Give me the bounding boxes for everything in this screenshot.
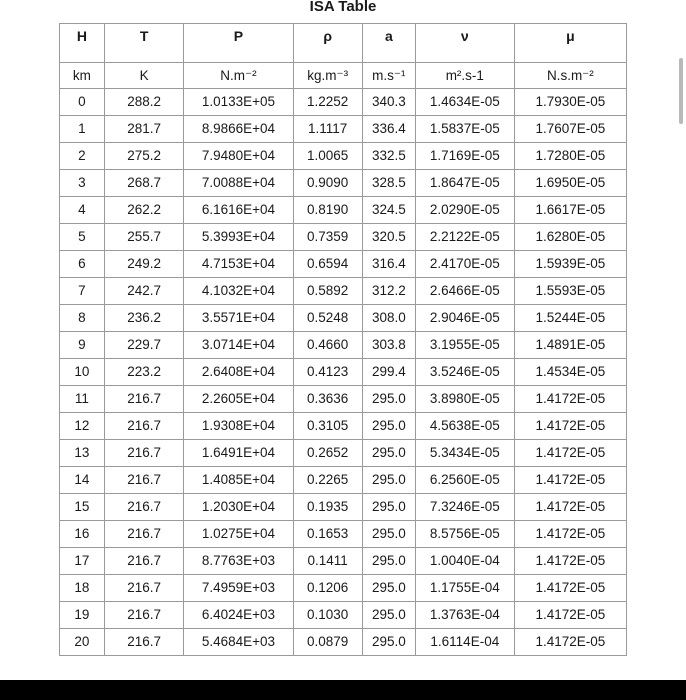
cell-temperature: 216.7	[104, 386, 184, 413]
cell-density: 0.0879	[293, 629, 362, 656]
header-row	[60, 24, 627, 63]
cell-speed-of-sound: 295.0	[362, 602, 415, 629]
cell-density: 0.8190	[293, 197, 362, 224]
cell-speed-of-sound: 295.0	[362, 386, 415, 413]
cell-pressure: 8.9866E+04	[184, 116, 293, 143]
table-row	[60, 143, 627, 170]
cell-temperature: 216.7	[104, 548, 184, 575]
cell-temperature: 216.7	[104, 467, 184, 494]
table-row	[60, 332, 627, 359]
cell-altitude: 4	[60, 197, 105, 224]
cell-temperature: 229.7	[104, 332, 184, 359]
cell-kinematic-viscosity: 1.8647E-05	[415, 170, 514, 197]
cell-temperature: 216.7	[104, 440, 184, 467]
scrollbar-thumb[interactable]	[679, 58, 683, 124]
cell-density: 0.9090	[293, 170, 362, 197]
cell-pressure: 2.2605E+04	[184, 386, 293, 413]
cell-dynamic-viscosity: 1.6280E-05	[514, 224, 626, 251]
table-row	[60, 278, 627, 305]
cell-dynamic-viscosity: 1.7930E-05	[514, 89, 626, 116]
page-title: ISA Table	[309, 0, 377, 15]
cell-pressure: 1.4085E+04	[184, 467, 293, 494]
cell-altitude: 18	[60, 575, 105, 602]
cell-density: 0.2265	[293, 467, 362, 494]
cell-altitude: 14	[60, 467, 105, 494]
header-cell-dynamic-viscosity: μ	[514, 24, 626, 63]
cell-dynamic-viscosity: 1.5244E-05	[514, 305, 626, 332]
cell-temperature: 216.7	[104, 602, 184, 629]
cell-dynamic-viscosity: 1.4172E-05	[514, 629, 626, 656]
cell-speed-of-sound: 295.0	[362, 575, 415, 602]
isa-table	[59, 23, 627, 656]
cell-temperature: 242.7	[104, 278, 184, 305]
cell-density: 0.4123	[293, 359, 362, 386]
cell-altitude: 2	[60, 143, 105, 170]
table-row	[60, 521, 627, 548]
table-row	[60, 89, 627, 116]
unit-cell-dynamic-viscosity: N.s.m⁻²	[514, 63, 626, 89]
cell-dynamic-viscosity: 1.4891E-05	[514, 332, 626, 359]
cell-dynamic-viscosity: 1.5593E-05	[514, 278, 626, 305]
cell-pressure: 5.3993E+04	[184, 224, 293, 251]
cell-speed-of-sound: 299.4	[362, 359, 415, 386]
table-row	[60, 170, 627, 197]
cell-kinematic-viscosity: 1.7169E-05	[415, 143, 514, 170]
cell-altitude: 20	[60, 629, 105, 656]
cell-kinematic-viscosity: 6.2560E-05	[415, 467, 514, 494]
table-row	[60, 305, 627, 332]
unit-cell-speed-of-sound: m.s⁻¹	[362, 63, 415, 89]
cell-dynamic-viscosity: 1.4172E-05	[514, 575, 626, 602]
cell-kinematic-viscosity: 1.1755E-04	[415, 575, 514, 602]
cell-density: 0.1653	[293, 521, 362, 548]
cell-dynamic-viscosity: 1.6617E-05	[514, 197, 626, 224]
cell-speed-of-sound: 295.0	[362, 494, 415, 521]
cell-kinematic-viscosity: 3.8980E-05	[415, 386, 514, 413]
cell-density: 0.1935	[293, 494, 362, 521]
cell-altitude: 9	[60, 332, 105, 359]
unit-cell-temperature: K	[104, 63, 184, 89]
cell-density: 0.5892	[293, 278, 362, 305]
cell-pressure: 6.4024E+03	[184, 602, 293, 629]
cell-temperature: 249.2	[104, 251, 184, 278]
cell-temperature: 216.7	[104, 575, 184, 602]
cell-speed-of-sound: 295.0	[362, 521, 415, 548]
cell-density: 0.6594	[293, 251, 362, 278]
cell-temperature: 288.2	[104, 89, 184, 116]
cell-speed-of-sound: 295.0	[362, 548, 415, 575]
cell-density: 1.2252	[293, 89, 362, 116]
cell-pressure: 3.0714E+04	[184, 332, 293, 359]
cell-temperature: 236.2	[104, 305, 184, 332]
cell-temperature: 216.7	[104, 413, 184, 440]
cell-speed-of-sound: 316.4	[362, 251, 415, 278]
cell-altitude: 7	[60, 278, 105, 305]
header-cell-density: ρ	[293, 24, 362, 63]
cell-altitude: 0	[60, 89, 105, 116]
cell-pressure: 2.6408E+04	[184, 359, 293, 386]
cell-dynamic-viscosity: 1.4172E-05	[514, 467, 626, 494]
table-row	[60, 629, 627, 656]
cell-speed-of-sound: 328.5	[362, 170, 415, 197]
table-row	[60, 575, 627, 602]
cell-pressure: 1.6491E+04	[184, 440, 293, 467]
cell-speed-of-sound: 295.0	[362, 440, 415, 467]
cell-speed-of-sound: 312.2	[362, 278, 415, 305]
cell-pressure: 1.0133E+05	[184, 89, 293, 116]
table-row	[60, 386, 627, 413]
cell-speed-of-sound: 295.0	[362, 413, 415, 440]
unit-cell-density: kg.m⁻³	[293, 63, 362, 89]
cell-altitude: 8	[60, 305, 105, 332]
cell-dynamic-viscosity: 1.4172E-05	[514, 413, 626, 440]
isa-table-body	[60, 24, 627, 656]
cell-kinematic-viscosity: 2.2122E-05	[415, 224, 514, 251]
cell-kinematic-viscosity: 1.3763E-04	[415, 602, 514, 629]
cell-kinematic-viscosity: 3.5246E-05	[415, 359, 514, 386]
cell-speed-of-sound: 320.5	[362, 224, 415, 251]
cell-density: 1.1117	[293, 116, 362, 143]
cell-density: 0.3636	[293, 386, 362, 413]
cell-kinematic-viscosity: 7.3246E-05	[415, 494, 514, 521]
cell-altitude: 13	[60, 440, 105, 467]
table-row	[60, 494, 627, 521]
cell-altitude: 16	[60, 521, 105, 548]
cell-kinematic-viscosity: 2.4170E-05	[415, 251, 514, 278]
unit-cell-pressure: N.m⁻²	[184, 63, 293, 89]
cell-altitude: 17	[60, 548, 105, 575]
cell-pressure: 5.4684E+03	[184, 629, 293, 656]
cell-dynamic-viscosity: 1.4172E-05	[514, 521, 626, 548]
cell-temperature: 255.7	[104, 224, 184, 251]
cell-dynamic-viscosity: 1.4172E-05	[514, 548, 626, 575]
cell-speed-of-sound: 303.8	[362, 332, 415, 359]
cell-dynamic-viscosity: 1.7280E-05	[514, 143, 626, 170]
cell-kinematic-viscosity: 2.6466E-05	[415, 278, 514, 305]
cell-dynamic-viscosity: 1.6950E-05	[514, 170, 626, 197]
cell-dynamic-viscosity: 1.7607E-05	[514, 116, 626, 143]
cell-temperature: 216.7	[104, 521, 184, 548]
cell-pressure: 1.0275E+04	[184, 521, 293, 548]
cell-density: 0.1206	[293, 575, 362, 602]
cell-pressure: 4.7153E+04	[184, 251, 293, 278]
cell-dynamic-viscosity: 1.4172E-05	[514, 494, 626, 521]
cell-density: 0.5248	[293, 305, 362, 332]
cell-pressure: 3.5571E+04	[184, 305, 293, 332]
table-row	[60, 602, 627, 629]
cell-density: 0.1411	[293, 548, 362, 575]
table-row	[60, 440, 627, 467]
cell-dynamic-viscosity: 1.5939E-05	[514, 251, 626, 278]
cell-kinematic-viscosity: 1.0040E-04	[415, 548, 514, 575]
cell-altitude: 6	[60, 251, 105, 278]
cell-altitude: 3	[60, 170, 105, 197]
cell-pressure: 7.9480E+04	[184, 143, 293, 170]
cell-dynamic-viscosity: 1.4172E-05	[514, 386, 626, 413]
cell-pressure: 7.4959E+03	[184, 575, 293, 602]
table-row	[60, 413, 627, 440]
cell-speed-of-sound: 340.3	[362, 89, 415, 116]
cell-speed-of-sound: 332.5	[362, 143, 415, 170]
cell-density: 0.1030	[293, 602, 362, 629]
cell-altitude: 12	[60, 413, 105, 440]
cell-temperature: 216.7	[104, 494, 184, 521]
cell-temperature: 262.2	[104, 197, 184, 224]
cell-temperature: 268.7	[104, 170, 184, 197]
cell-altitude: 5	[60, 224, 105, 251]
header-cell-temperature: T	[104, 24, 184, 63]
cell-kinematic-viscosity: 1.4634E-05	[415, 89, 514, 116]
cell-altitude: 10	[60, 359, 105, 386]
header-cell-speed-of-sound: a	[362, 24, 415, 63]
cell-speed-of-sound: 324.5	[362, 197, 415, 224]
cell-density: 0.7359	[293, 224, 362, 251]
cell-speed-of-sound: 295.0	[362, 467, 415, 494]
table-row	[60, 251, 627, 278]
table-row	[60, 467, 627, 494]
cell-temperature: 223.2	[104, 359, 184, 386]
cell-kinematic-viscosity: 3.1955E-05	[415, 332, 514, 359]
cell-kinematic-viscosity: 1.6114E-04	[415, 629, 514, 656]
cell-density: 1.0065	[293, 143, 362, 170]
unit-cell-altitude: km	[60, 63, 105, 89]
cell-pressure: 7.0088E+04	[184, 170, 293, 197]
table-row	[60, 359, 627, 386]
cell-speed-of-sound: 295.0	[362, 629, 415, 656]
cell-kinematic-viscosity: 4.5638E-05	[415, 413, 514, 440]
cell-speed-of-sound: 336.4	[362, 116, 415, 143]
cell-kinematic-viscosity: 8.5756E-05	[415, 521, 514, 548]
header-cell-pressure: P	[184, 24, 293, 63]
cell-density: 0.2652	[293, 440, 362, 467]
cell-speed-of-sound: 308.0	[362, 305, 415, 332]
units-row	[60, 63, 627, 89]
cell-kinematic-viscosity: 5.3434E-05	[415, 440, 514, 467]
header-cell-altitude: H	[60, 24, 105, 63]
table-row	[60, 548, 627, 575]
cell-temperature: 216.7	[104, 629, 184, 656]
cell-dynamic-viscosity: 1.4172E-05	[514, 602, 626, 629]
cell-pressure: 4.1032E+04	[184, 278, 293, 305]
cell-altitude: 1	[60, 116, 105, 143]
cell-pressure: 6.1616E+04	[184, 197, 293, 224]
cell-pressure: 8.7763E+03	[184, 548, 293, 575]
table-row	[60, 224, 627, 251]
table-row	[60, 197, 627, 224]
unit-cell-kinematic-viscosity: m².s-1	[415, 63, 514, 89]
cell-kinematic-viscosity: 1.5837E-05	[415, 116, 514, 143]
table-row	[60, 116, 627, 143]
cell-kinematic-viscosity: 2.9046E-05	[415, 305, 514, 332]
cell-altitude: 11	[60, 386, 105, 413]
cell-altitude: 19	[60, 602, 105, 629]
cell-density: 0.4660	[293, 332, 362, 359]
cell-pressure: 1.9308E+04	[184, 413, 293, 440]
header-cell-kinematic-viscosity: ν	[415, 24, 514, 63]
cell-altitude: 15	[60, 494, 105, 521]
cell-temperature: 281.7	[104, 116, 184, 143]
cell-density: 0.3105	[293, 413, 362, 440]
cell-dynamic-viscosity: 1.4534E-05	[514, 359, 626, 386]
cell-dynamic-viscosity: 1.4172E-05	[514, 440, 626, 467]
cell-temperature: 275.2	[104, 143, 184, 170]
cell-kinematic-viscosity: 2.0290E-05	[415, 197, 514, 224]
cell-pressure: 1.2030E+04	[184, 494, 293, 521]
bottom-black-band	[0, 680, 686, 700]
